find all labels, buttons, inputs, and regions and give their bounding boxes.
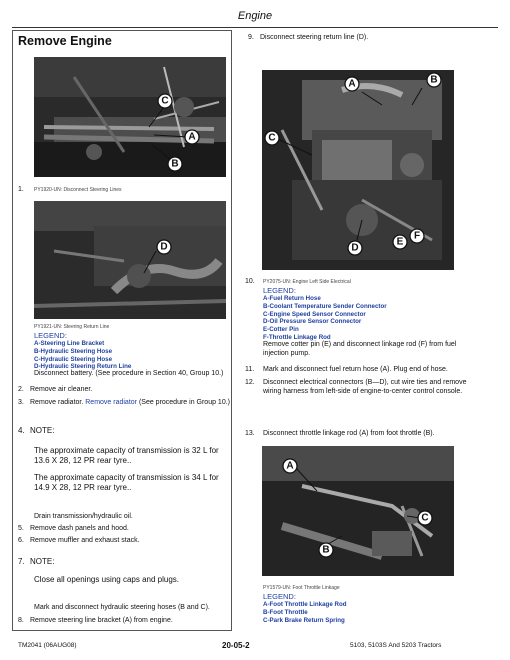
svg-text:D: D (351, 242, 359, 254)
close-openings-note: Close all openings using caps and plugs. (34, 575, 179, 584)
callout-f (410, 229, 424, 243)
photo-foot-throttle-linkage (262, 446, 454, 576)
legend-title: LEGEND: (263, 286, 296, 295)
step-9: 9. Disconnect steering return line (D). (248, 34, 369, 41)
svg-text:D: D (160, 241, 168, 253)
legend-electrical (263, 286, 498, 342)
step-8: 8. Remove steering line bracket (A) from engine. (18, 617, 173, 624)
step-2: 2. Remove air cleaner. (18, 386, 93, 393)
photo-caption-2: PY1921-UN: Steering Return Line (34, 324, 110, 330)
remove-cotter-pin-text: Remove cotter pin (E) and disconnect linkage rod (F) from fuel injection pump. (263, 341, 457, 357)
callout-a (185, 130, 199, 144)
transmission-capacity-note-1: The approximate capacity of transmission is 32 L for 13.6 X 28, 12 PR rear tyre.. (34, 446, 219, 465)
mark-disconnect-hoses-text: Mark and disconnect hydraulic steering hoses (B and C). (34, 604, 210, 611)
footer-doc-id: TM2041 (06AUG08) (18, 642, 77, 649)
callout-a (345, 77, 359, 91)
legend-title: LEGEND: (34, 331, 67, 340)
callout-e (393, 235, 407, 249)
callout-b (168, 157, 182, 171)
svg-text:C: C (161, 95, 169, 107)
page-header-title: Engine (237, 10, 273, 22)
callout-c (265, 131, 279, 145)
legend-item: D-Oil Pressure Sensor Connector (263, 318, 362, 326)
legend-item: F-Throttle Linkage Rod (263, 333, 331, 341)
step-4-note: 4. NOTE: (18, 426, 55, 435)
remove-radiator-link[interactable]: Remove radiator (85, 399, 137, 406)
callout-b (319, 543, 333, 557)
svg-text:A: A (188, 131, 196, 143)
callout-c (418, 511, 432, 525)
step-12: 12. Disconnect electrical connectors (B—D), cut wire ties and remove wiring harness from left-side of engine-to-center control console. (245, 379, 467, 395)
callout-a (283, 459, 297, 473)
legend-item: C-Park Brake Return Spring (263, 616, 345, 624)
disconnect-battery-text: Disconnect battery. (See procedure in Section 40, Group 10.) (34, 370, 224, 377)
legend-foot-throttle (263, 592, 498, 624)
footer-product: 5103, 5103S And 5203 Tractors (350, 642, 442, 649)
step-7-note: 7. NOTE: (18, 557, 55, 566)
svg-text:B: B (322, 544, 330, 556)
svg-text:A: A (286, 460, 294, 472)
header-rule (12, 27, 498, 28)
legend-steering (34, 331, 230, 371)
photo-caption-3: PY2075-UN: Engine Left Side Electrical (263, 279, 351, 285)
legend-title: LEGEND: (263, 592, 296, 601)
svg-text:B: B (430, 74, 438, 86)
callout-d (348, 241, 362, 255)
section-title: Remove Engine (18, 34, 112, 48)
footer-page-number: 20-05-2 (222, 641, 250, 650)
legend-item: B-Coolant Temperature Sender Connector (263, 302, 387, 310)
svg-text:F: F (413, 230, 421, 242)
step-6: 6. Remove muffler and exhaust stack. (18, 537, 140, 544)
legend-item: B-Foot Throttle (263, 608, 308, 616)
step-10: 10. (245, 278, 255, 285)
callout-c (158, 94, 172, 108)
svg-text:A: A (348, 78, 356, 90)
legend-item: C-Engine Speed Sensor Connector (263, 310, 366, 318)
legend-item: B-Hydraulic Steering Hose (34, 347, 113, 355)
transmission-capacity-note-2: The approximate capacity of transmission is 34 L for 14.9 X 28, 12 PR rear tyre.. (34, 473, 219, 492)
legend-item: A-Steering Line Bracket (34, 340, 105, 347)
svg-text:B: B (171, 158, 179, 170)
svg-text:E: E (396, 236, 404, 248)
photo-steering-return-line (34, 201, 226, 319)
step-3: 3. Remove radiator. Remove radiator (See procedure in Group 10.) (18, 399, 230, 406)
legend-item: C-Hydraulic Steering Hose (34, 355, 113, 363)
callout-d (157, 240, 171, 254)
photo-disconnect-steering-lines (34, 57, 226, 177)
svg-text:C: C (268, 132, 276, 144)
photo-caption-4: PY1579-UN: Foot Throttle Linkage (263, 585, 340, 591)
drain-oil-text: Drain transmission/hydraulic oil. (34, 513, 133, 520)
legend-item: A-Fuel Return Hose (263, 295, 321, 302)
step-13: 13. Disconnect throttle linkage rod (A) from foot throttle (B). (245, 430, 435, 437)
legend-item: A-Foot Throttle Linkage Rod (263, 601, 347, 608)
legend-item: D-Hydraulic Steering Return Line (34, 363, 132, 371)
photo-engine-left-side-electrical (262, 70, 454, 270)
step-1: 1. (18, 186, 24, 193)
step-5: 5. Remove dash panels and hood. (18, 525, 129, 532)
svg-text:C: C (421, 512, 429, 524)
legend-item: E-Cotter Pin (263, 326, 299, 334)
step-11: 11. Mark and disconnect fuel return hose (A). Plug end of hose. (245, 366, 448, 373)
photo-caption-1: PY1920-UN: Disconnect Steering Lines (34, 187, 122, 193)
callout-b (427, 73, 441, 87)
